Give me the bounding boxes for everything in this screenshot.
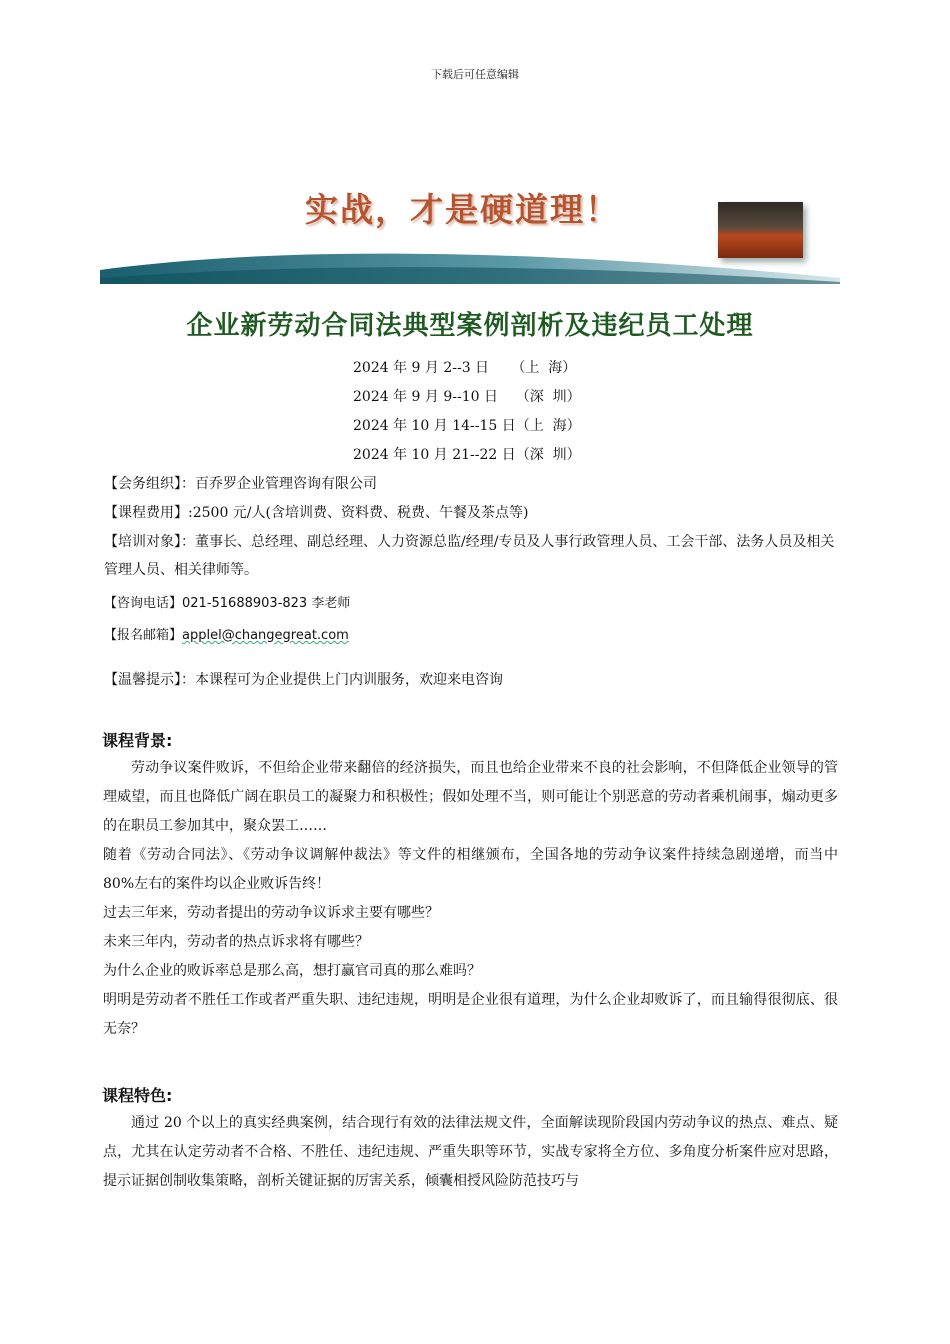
session-date: 2024 年 10 月 14--15 日（上 海）: [353, 418, 581, 434]
tip-label: 【温馨提示】：: [104, 672, 195, 688]
features-section: [103, 1109, 838, 1196]
organizer-value: 百乔罗企业管理咨询有限公司: [195, 476, 377, 492]
audience-value: 董事长、总经理、副总经理、人力资源总监/经理/专员及人事行政管理人员、工会干部、法务人员及相关管理人员、相关律师等。: [104, 534, 835, 578]
phone-line: [104, 590, 844, 618]
phone-label: 【咨询电话】: [104, 596, 183, 611]
paragraph: 为什么企业的败诉率总是那么高，想打赢官司真的那么难吗？: [103, 963, 481, 979]
paragraph: 明明是劳动者不胜任工作或者严重失职、违纪违规，明明是企业很有道理，为什么企业却败诉了，而且输得很彻底、很无奈？: [103, 992, 838, 1037]
email-label: 【报名邮箱】: [104, 628, 183, 643]
paragraph: 劳动争议案件败诉，不但给企业带来翻倍的经济损失，而且也给企业带来不良的社会影响，不但降低企业领导的管理威望，而且也降低广阔在职员工的凝聚力和积极性；假如处理不当，则可能让个别恶意的劳动者乘机闹事，煽动更多的在职员工参加其中，聚众罢工……: [103, 760, 838, 834]
features-heading: 课程特色:: [102, 1086, 173, 1105]
session-date: 2024 年 9 月 9--10 日 （深 圳）: [353, 389, 581, 405]
session-date: 2024 年 10 月 21--22 日（深 圳）: [353, 447, 581, 463]
paragraph: 未来三年内，劳动者的热点诉求将有哪些？: [103, 934, 369, 950]
paragraph: 过去三年来，劳动者提出的劳动争议诉求主要有哪些？: [103, 905, 439, 921]
banner-slogan: 实战，才是硬道理！: [305, 190, 620, 229]
header-note: 下载后可任意编辑: [431, 68, 519, 81]
organizer-line: [104, 470, 844, 498]
paragraph: 随着《劳动合同法》、《劳动争议调解仲裁法》等文件的相继颁布，全国各地的劳动争议案件持续急剧递增，而当中 80%左右的案件均以企业败诉告终！: [103, 847, 838, 892]
course-title: 企业新劳动合同法典型案例剖析及违纪员工处理: [186, 311, 754, 341]
audience-label: 【培训对象】：: [104, 534, 195, 550]
banner-swoosh: [100, 238, 840, 286]
session-dates: [353, 356, 581, 472]
phone-value: 021-51688903-823 李老师: [182, 596, 351, 611]
background-section: [103, 754, 838, 1044]
email-line: [104, 622, 844, 650]
paragraph: 通过 20 个以上的真实经典案例，结合现行有效的法律法规文件，全面解读现阶段国内劳动争议的热点、难点、疑点，尤其在认定劳动者不合格、不胜任、违纪违规、严重失职等环节，实战专家将全方位、多角度分析案件应对思路，提示证据创制收集策略，剖析关键证据的厉害关系，倾囊相授风险防范技巧与: [103, 1115, 838, 1189]
tip-line: [104, 666, 844, 694]
email-link[interactable]: applel@changegreat.com: [182, 628, 349, 643]
fee-label: 【课程费用】: [104, 505, 188, 521]
fee-value: :2500 元/人(含培训费、资料费、税费、午餐及茶点等): [188, 505, 529, 521]
audience-line: [104, 528, 844, 584]
session-date: 2024 年 9 月 2--3 日 （上 海）: [353, 360, 577, 376]
organizer-label: 【会务组织】：: [104, 476, 195, 492]
background-heading: 课程背景:: [102, 731, 173, 750]
tip-value: 本课程可为企业提供上门内训服务，欢迎来电咨询: [195, 672, 503, 688]
fee-line: [104, 499, 844, 527]
banner: [100, 168, 840, 286]
